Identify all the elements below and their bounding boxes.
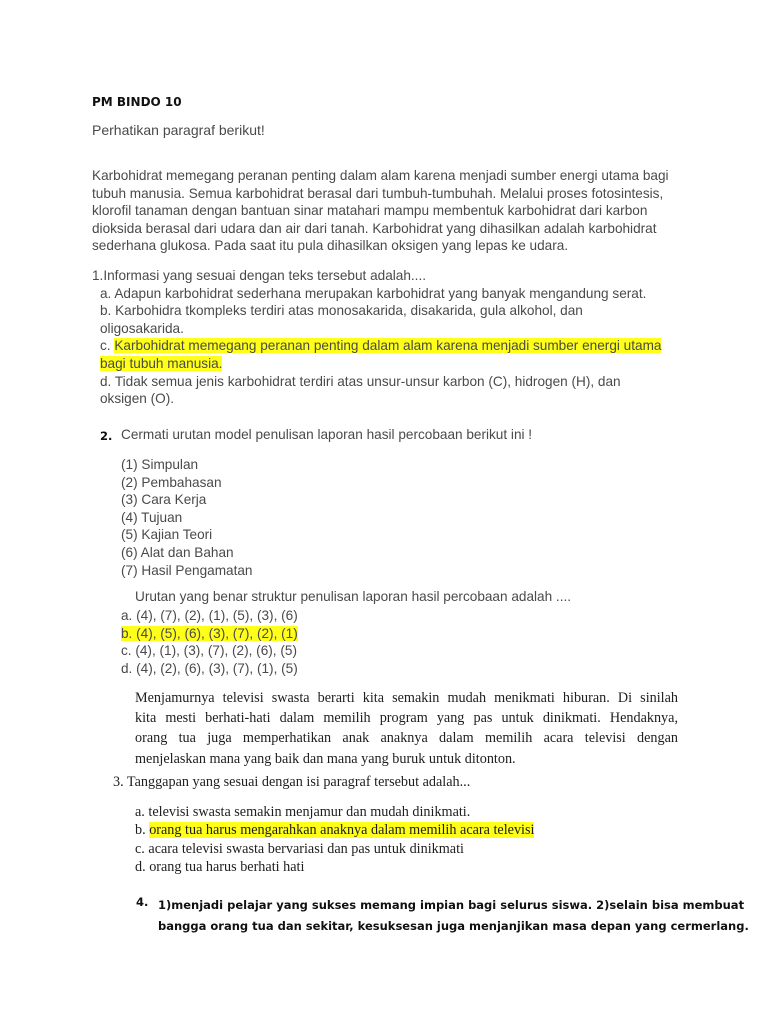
list-item: (4) Tujuan <box>121 509 183 525</box>
page-title: PM BINDO 10 <box>92 95 182 109</box>
question-1-option-a: a. Adapun karbohidrat sederhana merupakan karbohidrat yang banyak mengandung serat. <box>100 285 647 301</box>
list-item: (5) Kajian Teori <box>121 527 213 543</box>
option-b-highlight: b. (4), (5), (6), (3), (7), (2), (1) <box>121 625 298 641</box>
passage-television <box>135 688 678 769</box>
passage-line: dioksida berasal dari udara dan air dari tanah. Karbohidrat yang dihasilkan adalah karbohidrat <box>92 220 657 236</box>
question-3-option-b <box>135 821 534 839</box>
passage-line: Karbohidrat memegang peranan penting dalam alam karena menjadi sumber energi utama bagi <box>92 168 669 183</box>
question-3-option-a: a. televisi swasta semakin menjamur dan mudah dinikmati. <box>135 804 471 820</box>
question-2-option-a: a. (4), (7), (2), (1), (5), (3), (6) <box>121 608 298 623</box>
question-1-option-c-cont <box>92 355 682 373</box>
list-item: (7) Hasil Pengamatan <box>121 562 253 578</box>
question-2-text: Cermati urutan model penulisan laporan hasil percobaan berikut ini ! <box>121 427 533 442</box>
question-3-options <box>135 803 534 876</box>
list-item: (6) Alat dan Bahan <box>121 544 234 560</box>
question-3-text: 3. Tanggapan yang sesuai dengan isi paragraf tersebut adalah... <box>113 774 471 790</box>
option-b-prefix: b. <box>135 822 150 839</box>
passage-line: Menjamurnya televisi swasta berarti kita semakin mudah menikmati hiburan. Di sinilah <box>135 690 678 706</box>
option-b-highlight: orang tua harus mengarahkan anaknya dalam memilih acara televisi <box>149 822 535 839</box>
list-item: (3) Cara Kerja <box>121 492 207 508</box>
question-1-option-d-cont: oksigen (O). <box>100 391 175 407</box>
question-2-prompt: Urutan yang benar struktur penulisan laporan hasil percobaan adalah .... <box>135 589 572 604</box>
option-c-highlight: Karbohidrat memegang peranan penting dalam alam karena menjadi sumber energi utama <box>114 338 662 354</box>
question-4-text <box>158 895 749 937</box>
question-2-list <box>121 456 252 579</box>
list-item: (1) Simpulan <box>121 457 199 472</box>
passage-line: kita mesti berhati-hati dalam memilih program yang pas untuk dinikmati. Hendaknya, <box>135 710 678 727</box>
question-2-option-c: c. (4), (1), (3), (7), (2), (6), (5) <box>121 643 297 659</box>
passage-line: klorofil tanaman dengan bantuan sinar matahari mampu membentuk karbohidrat dari karbon <box>92 203 648 219</box>
passage-line: tubuh manusia. Semua karbohidrat berasal dari tumbuh-tumbuhah. Melalui proses fotosintesis, <box>92 185 664 201</box>
question-1-option-b-cont: oligosakarida. <box>100 320 184 336</box>
question-2-option-b <box>121 625 298 643</box>
question-1-option-b: b. Karbohidra tkompleks terdiri atas monosakarida, disakarida, gula alkohol, dan <box>100 303 583 319</box>
question-4-number: 4. <box>136 895 149 909</box>
list-item: (2) Pembahasan <box>121 474 222 490</box>
option-c-prefix: c. <box>100 338 115 354</box>
question-4-line: 1)menjadi pelajar yang sukses memang impian bagi selurus siswa. 2)selain bisa membuat <box>158 898 745 912</box>
question-4-line: bangga orang tua dan sekitar, kesuksesan juga menjanjikan masa depan yang cermerlang. <box>158 919 749 933</box>
passage-line: sederhana glukosa. Pada saat itu pula dihasilkan oksigen yang lepas ke udara. <box>92 238 569 254</box>
option-c-highlight-cont: bagi tubuh manusia. <box>100 355 223 371</box>
question-2-number: 2. <box>100 429 113 443</box>
question-1-text: 1.Informasi yang sesuai dengan teks tersebut adalah.... <box>92 268 427 283</box>
question-1-option-d: d. Tidak semua jenis karbohidrat terdiri atas unsur-unsur karbon (C), hidrogen (H), dan <box>100 373 621 389</box>
passage-line: orang tua juga memperhatikan anak anaknya dalam memilih acara televisi dengan <box>135 730 678 747</box>
question-2-options <box>121 607 298 677</box>
intro-text: Perhatikan paragraf berikut! <box>92 122 265 138</box>
passage-line: menjelaskan mana yang baik dan mana yang buruk untuk ditonton. <box>135 750 516 767</box>
question-3-option-c: c. acara televisi swasta bervariasi dan pas untuk dinikmati <box>135 840 464 857</box>
passage-carbohydrate <box>92 167 672 255</box>
question-1-option-c <box>92 337 682 355</box>
question-1 <box>92 267 682 408</box>
question-3-option-d: d. orang tua harus berhati hati <box>135 858 305 875</box>
question-2-option-d: d. (4), (2), (6), (3), (7), (1), (5) <box>121 660 298 676</box>
